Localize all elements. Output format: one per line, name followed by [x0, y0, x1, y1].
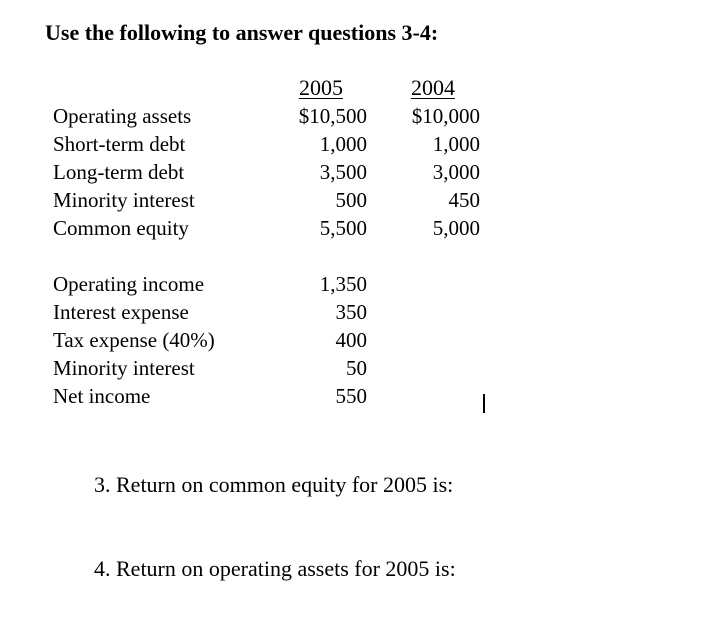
- value-2005: 350: [335, 300, 367, 324]
- page-heading: Use the following to answer questions 3-4:: [45, 20, 439, 45]
- column-header-2005: 2005: [299, 75, 343, 100]
- value-2005: 5,500: [319, 216, 367, 240]
- value-2004: 3,000: [432, 160, 480, 184]
- row-label: Interest expense: [53, 300, 189, 324]
- value-2004: 5,000: [432, 216, 480, 240]
- row-label: Operating income: [53, 272, 205, 296]
- value-2004: 1,000: [432, 132, 480, 156]
- row-label: Short-term debt: [53, 132, 186, 156]
- value-2004: 450: [448, 188, 480, 212]
- question-4: 4. Return on operating assets for 2005 is:: [94, 556, 456, 581]
- row-label: Net income: [53, 384, 151, 408]
- value-2005: 400: [335, 328, 367, 352]
- value-2005: 1,000: [319, 132, 367, 156]
- row-label: Operating assets: [53, 104, 192, 128]
- row-label: Tax expense (40%): [53, 328, 215, 352]
- value-2005: 550: [335, 384, 367, 408]
- column-header-2004: 2004: [411, 75, 455, 100]
- row-label: Common equity: [53, 216, 189, 240]
- value-2005: 1,350: [319, 272, 367, 296]
- question-3: 3. Return on common equity for 2005 is:: [94, 472, 454, 497]
- row-label: Minority interest: [53, 356, 195, 380]
- value-2004: $10,000: [411, 104, 480, 128]
- value-2005: 3,500: [319, 160, 367, 184]
- row-label: Minority interest: [53, 188, 195, 212]
- text-cursor: [483, 394, 485, 413]
- value-2005: 500: [335, 188, 367, 212]
- value-2005: 50: [346, 356, 367, 380]
- row-label: Long-term debt: [53, 160, 185, 184]
- value-2005: $10,500: [298, 104, 367, 128]
